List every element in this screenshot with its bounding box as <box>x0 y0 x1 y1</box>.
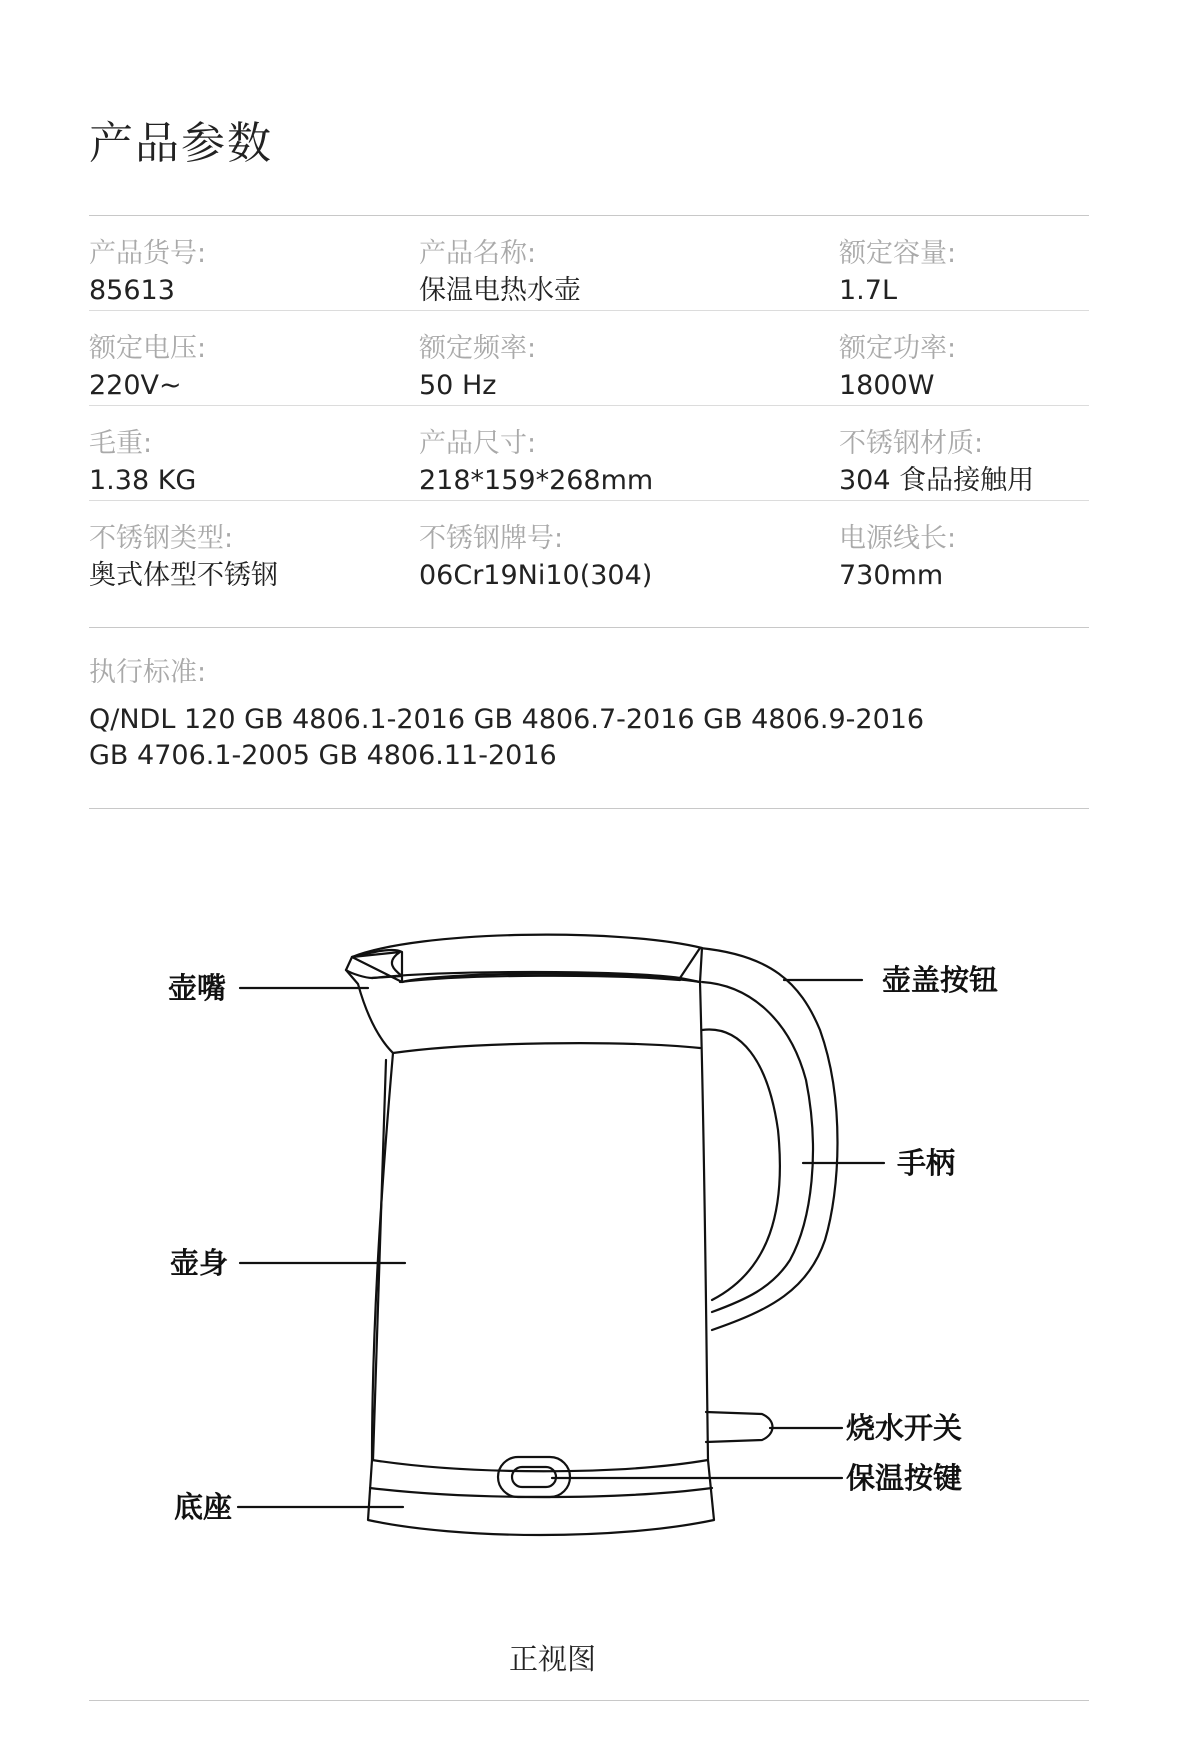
spec-item-weight <box>89 428 196 497</box>
page-title: 产品参数 <box>89 118 273 169</box>
spec-label: 不锈钢材质: <box>839 428 984 459</box>
spec-value: 220V~ <box>89 370 182 401</box>
spec-value: 06Cr19Ni10(304) <box>419 560 653 591</box>
spec-label: 额定电压: <box>89 333 207 364</box>
spec-value: 1.38 KG <box>89 465 197 496</box>
spec-item-frequency <box>419 333 536 402</box>
standard-divider <box>89 808 1089 809</box>
callout-handle: 手柄 <box>897 1146 956 1180</box>
spec-item-capacity <box>839 238 956 307</box>
spec-item-cord-length <box>839 523 956 592</box>
spec-value: 奥式体型不锈钢 <box>89 560 278 591</box>
spec-label: 不锈钢类型: <box>89 523 234 554</box>
spec-table <box>89 216 1089 595</box>
kettle-handle-inner <box>702 1030 780 1300</box>
spec-value: 1800W <box>839 370 935 401</box>
kettle-body-right <box>700 982 708 1460</box>
spec-row <box>89 500 1089 595</box>
spec-label: 不锈钢牌号: <box>419 523 564 554</box>
spec-value: 85613 <box>89 275 175 306</box>
callout-lid-button: 壶盖按钮 <box>882 963 999 997</box>
spec-label: 产品名称: <box>419 238 537 269</box>
callout-base: 底座 <box>174 1490 233 1524</box>
spec-item-steel-type <box>89 523 278 592</box>
spec-label: 毛重: <box>89 428 153 459</box>
spec-item-product-name <box>419 238 581 307</box>
spec-value: 50 Hz <box>419 370 497 401</box>
spec-item-dimensions <box>419 428 653 497</box>
callout-body: 壶身 <box>170 1246 229 1280</box>
boil-switch <box>706 1412 773 1442</box>
spec-label: 额定频率: <box>419 333 537 364</box>
kettle-spout <box>346 952 402 978</box>
spec-value: 1.7L <box>839 275 897 306</box>
spec-value: 730mm <box>839 560 944 591</box>
diagram-caption: 正视图 <box>508 1642 596 1676</box>
standard-label: 执行标准: <box>89 657 207 688</box>
spec-label: 额定功率: <box>839 333 957 364</box>
spec-item-steel-grade <box>419 523 652 592</box>
spec-label: 产品尺寸: <box>419 428 537 459</box>
spec-item-power <box>839 333 956 402</box>
callout-keep-warm-button: 保温按键 <box>846 1461 963 1495</box>
spec-item-product-code <box>89 238 206 307</box>
callout-boil-switch: 烧水开关 <box>846 1411 963 1445</box>
standard-line: GB 4706.1-2005 GB 4806.11-2016 <box>89 740 557 771</box>
spec-row <box>89 216 1089 310</box>
spec-value: 218*159*268mm <box>419 465 654 496</box>
spec-label: 额定容量: <box>839 238 957 269</box>
kettle-collar <box>393 1043 700 1053</box>
kettle-spout-lower <box>346 970 393 1053</box>
kettle-handle-outer <box>700 948 838 1330</box>
spec-label: 产品货号: <box>89 238 207 269</box>
spec-value: 304 食品接触用 <box>839 465 1035 496</box>
bottom-divider <box>89 1700 1089 1701</box>
spec-value: 保温电热水壶 <box>419 275 581 306</box>
spec-row <box>89 310 1089 405</box>
standard-line: Q/NDL 120 GB 4806.1-2016 GB 4806.7-2016 GB 4806.9-2016 <box>89 704 925 735</box>
spec-item-voltage <box>89 333 206 402</box>
standard-section <box>89 656 1089 774</box>
spec-item-steel-material <box>839 428 1034 497</box>
spec-label: 电源线长: <box>839 523 957 554</box>
kettle-front-view-diagram <box>0 900 1203 1620</box>
spec-row <box>89 405 1089 500</box>
spec-divider <box>89 627 1089 628</box>
callout-spout: 壶嘴 <box>168 971 227 1005</box>
